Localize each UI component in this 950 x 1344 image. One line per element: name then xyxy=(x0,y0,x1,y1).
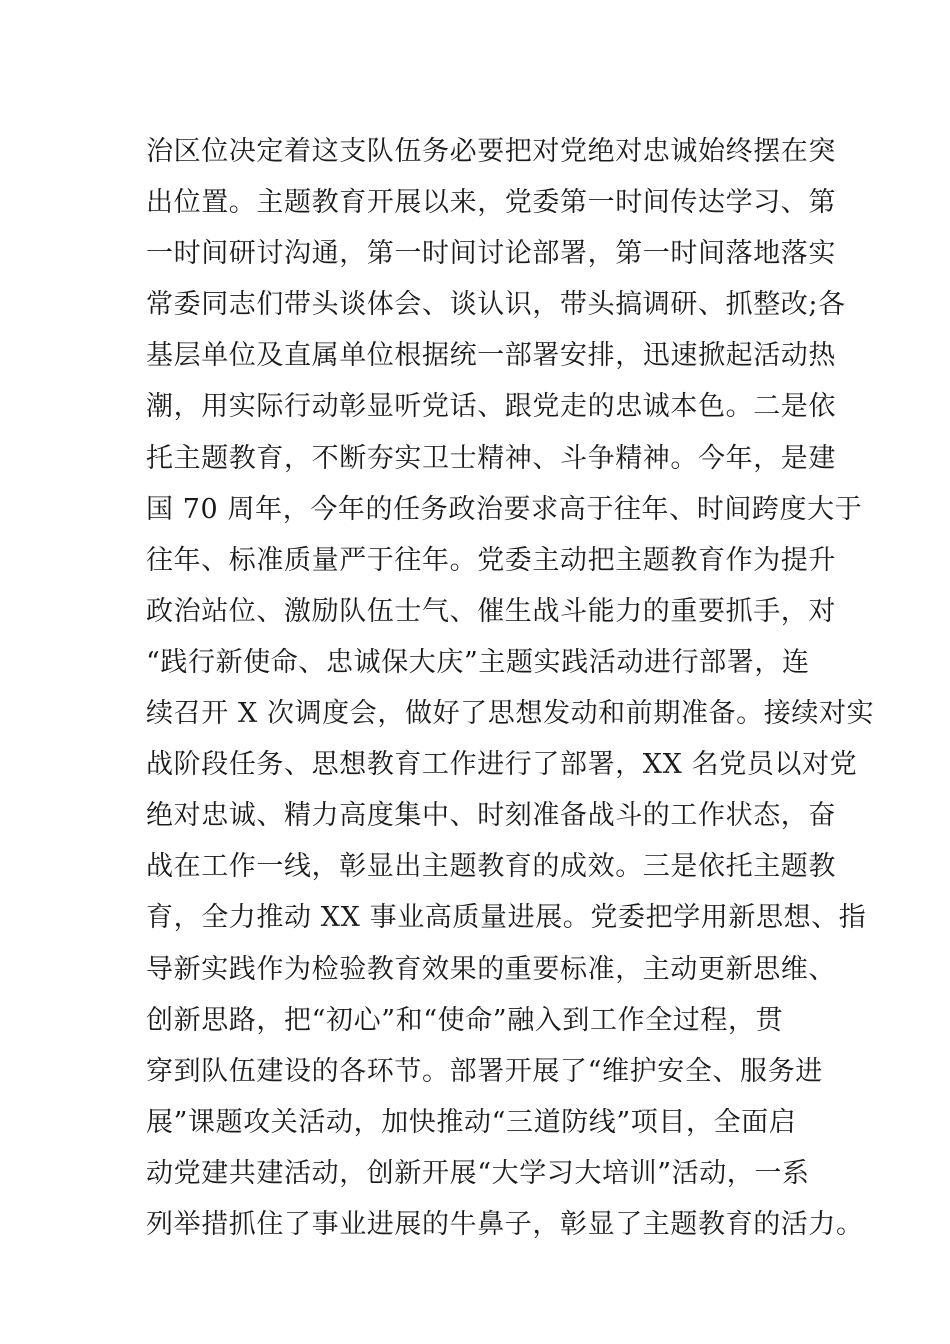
body-paragraph xyxy=(146,126,875,1250)
text-line: 续召开 X 次调度会，做好了思想发动和前期准备。接续对实 xyxy=(146,698,875,730)
text-line: 展”课题攻关活动，加快推动“三道防线”项目，全面启 xyxy=(146,1106,797,1138)
text-line: 战阶段任务、思想教育工作进行了部署，XX 名党员以对党 xyxy=(146,749,858,781)
text-line: 出位置。主题教育开展以来，党委第一时间传达学习、第 xyxy=(146,187,836,219)
text-line: 政治站位、激励队伍士气、催生战斗能力的重要抓手，对 xyxy=(146,595,836,627)
text-line: 绝对忠诚、精力高度集中、时刻准备战斗的工作状态，奋 xyxy=(146,800,836,832)
text-line: 国 70 周年，今年的任务政治要求高于往年、时间跨度大于 xyxy=(146,493,863,525)
text-line: “践行新使命、忠诚保大庆”主题实践活动进行部署，连 xyxy=(146,646,810,678)
text-line: 导新实践作为检验教育效果的重要标准，主动更新思维、 xyxy=(146,953,836,985)
text-line: 穿到队伍建设的各环节。部署开展了“维护安全、服务进 xyxy=(146,1055,823,1087)
text-line: 创新思路，把“初心”和“使命”融入到工作全过程，贯 xyxy=(146,1004,784,1036)
text-line: 列举措抓住了事业进展的牛鼻子，彰显了主题教育的活力。 xyxy=(146,1208,864,1240)
text-line: 潮，用实际行动彰显听党话、跟党走的忠诚本色。二是依 xyxy=(146,391,836,423)
text-line: 战在工作一线，彰显出主题教育的成效。三是依托主题教 xyxy=(146,851,836,883)
text-line: 治区位决定着这支队伍务必要把对党绝对忠诚始终摆在突 xyxy=(146,136,836,167)
text-line: 育，全力推动 XX 事业高质量进展。党委把学用新思想、指 xyxy=(146,902,867,934)
text-line: 一时间研讨沟通，第一时间讨论部署，第一时间落地落实 xyxy=(146,238,836,270)
text-line: 托主题教育，不断夯实卫士精神、斗争精神。今年，是建 xyxy=(146,442,836,474)
text-line: 动党建共建活动，创新开展“大学习大培训”活动，一系 xyxy=(146,1157,810,1189)
text-line: 常委同志们带头谈体会、谈认识，带头搞调研、抓整改;各 xyxy=(146,289,846,321)
text-line: 往年、标准质量严于往年。党委主动把主题教育作为提升 xyxy=(146,544,836,576)
text-line: 基层单位及直属单位根据统一部署安排，迅速掀起活动热 xyxy=(146,340,836,372)
